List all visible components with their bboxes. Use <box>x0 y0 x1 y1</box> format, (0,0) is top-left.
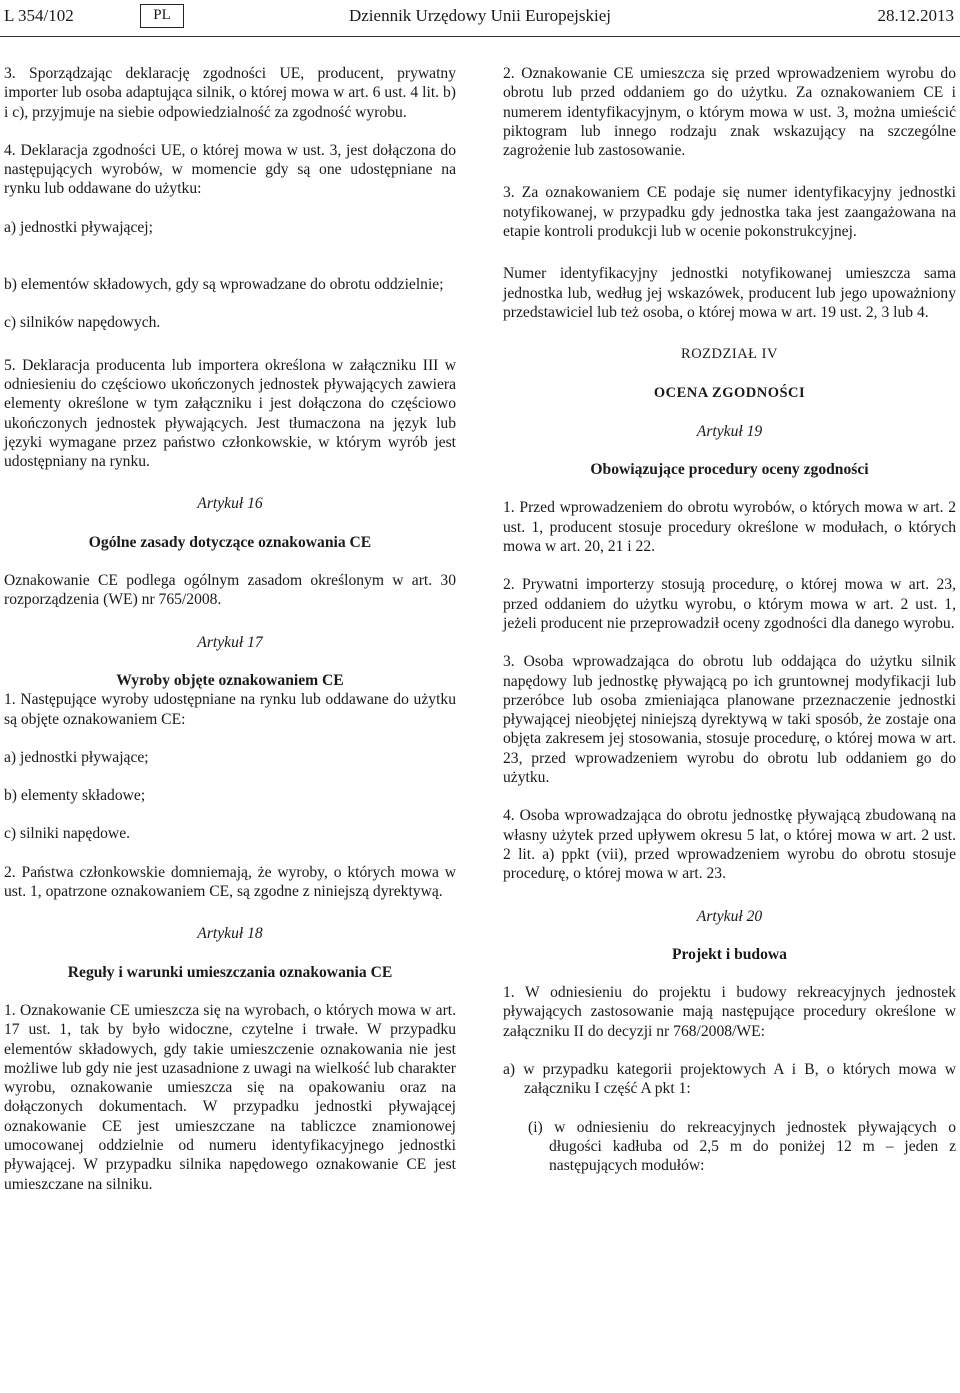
article-17-item-c: c) silniki napędowe. <box>4 825 131 843</box>
publication-date: 28.12.2013 <box>877 6 954 25</box>
article-19-title: Obowiązujące procedury oceny zgodności <box>590 461 869 479</box>
article-20-title: Projekt i budowa <box>672 945 787 963</box>
article-16-label: Artykuł 16 <box>197 495 263 513</box>
header-divider <box>0 36 960 37</box>
article-19-paragraph-1: 1. Przed wprowadzeniem do obrotu wyrobów, o których mowa w art. 2 ust. 1, producent stosuje procedury określone w modułach, o których mowa w art. 20, 21 i 22. <box>503 499 956 556</box>
list-item-4b: b) elementów składowych, gdy są wprowadzane do obrotu oddzielnie; <box>4 276 444 294</box>
article-20-item-a-i: (i) w odniesieniu do rekreacyjnych jednostek pływających o długości kadłuba od 2,5 m do poniżej 12 m – jeden z następujących modułów: <box>528 1118 956 1175</box>
article-19-paragraph-4: 4. Osoba wprowadzająca do obrotu jednostkę pływającą zbudowaną na własny użytek przed upływem okresu 5 lat, o której mowa w art. 2 ust. 2 lit. a) ppkt (vii), przed wprowadzeniem wyrobu do obrotu stosuje procedurę, o której mowa w art. 23. <box>503 807 956 883</box>
article-17-item-b: b) elementy składowe; <box>4 787 146 805</box>
article-17-item-a: a) jednostki pływające; <box>4 748 149 766</box>
paragraph-3-right: 3. Za oznakowaniem CE podaje się numer identyfikacyjny jednostki notyfikowanej, w przypadku gdy jednostka taka jest zaangażowana na etapie kontroli produkcji lub w ocenie pokonstrukcyjnej. <box>503 184 956 241</box>
chapter-title: OCENA ZGODNOŚCI <box>653 384 806 401</box>
article-17-paragraph-2: 2. Państwa członkowskie domniemają, że wyroby, o których mowa w ust. 1, opatrzone oznakowaniem CE, są zgodne z niniejszą dyrektywą. <box>4 863 456 901</box>
paragraph-3-continued: Numer identyfikacyjny jednostki notyfikowanej umieszcza sama jednostka lub, według jej wskazówek, producent lub jego upoważniony przedstawiciel lub też osoba, o której mowa w art. 19 ust. 2, 3 lub 4. <box>503 265 956 321</box>
article-17-paragraph-1: 1. Następujące wyroby udostępniane na rynku lub oddawane do użytku są objęte oznakowaniem CE: <box>4 691 456 728</box>
article-20-label: Artykuł 20 <box>696 907 763 925</box>
article-19-paragraph-3: 3. Osoba wprowadzająca do obrotu lub oddająca do użytku silnik napędowy lub jednostkę pływającą po ich gruntownej modyfikacji lub przeróbce lub osoba zmieniająca planowane przeznaczenie jednostki pływającej nieobjętej niniejszą dyrektywą w taki sposób, że zostaje ona objęta zakresem jej stosowania, stosuje procedurę, o której mowa w art. 23, przed wprowadzeniem wyrobu do obrotu lub oddaniem go do użytku. <box>503 653 956 787</box>
paragraph-5: 5. Deklaracja producenta lub importera określona w załączniku III w odniesieniu do częściowo ukończonych jednostek pływających zawiera elementy określone w tym załączniku i jest dołączona do częściowo ukończonych jednostek pływających. Jest tłumaczona na język lub języki wymagane przez państwo członkowskie, w którym wyrób jest udostępniany na rynku. <box>4 356 456 471</box>
article-16-text: Oznakowanie CE podlega ogólnym zasadom określonym w art. 30 rozporządzenia (WE) nr 765/2008. <box>4 572 456 609</box>
article-17-title: Wyroby objęte oznakowaniem CE <box>116 671 344 689</box>
article-18-label: Artykuł 18 <box>197 925 263 943</box>
article-20-paragraph-1: 1. W odniesieniu do projektu i budowy rekreacyjnych jednostek pływających zastosowanie mają następujące procedury określone w załączniku II do decyzji nr 768/2008/WE: <box>503 984 956 1040</box>
paragraph-4: 4. Deklaracja zgodności UE, o której mowa w ust. 3, jest dołączona do następujących wyrobów, w momencie gdy są one udostępniane na rynku lub oddawane do użytku: <box>4 141 456 198</box>
left-column <box>4 64 456 1194</box>
article-17-label: Artykuł 17 <box>197 633 263 651</box>
article-19-paragraph-2: 2. Prywatni importerzy stosują procedurę, o której mowa w art. 23, przed oddaniem do użytku wyrobu, o którym mowa w art. 2 ust. 1, jeżeli producent nie przeprowadził oceny zgodności dla danego wyrobu. <box>503 576 956 632</box>
paragraph-3: 3. Sporządzając deklarację zgodności UE, producent, prywatny importer lub osoba adaptująca silnik, o której mowa w art. 6 ust. 4 lit. b) i c), przyjmuje na siebie odpowiedzialność za zgodność wyrobu. <box>4 65 456 121</box>
right-column <box>503 64 956 1175</box>
list-item-4a: a) jednostki pływającej; <box>4 218 153 236</box>
article-19-label: Artykuł 19 <box>696 422 763 440</box>
list-item-4c: c) silników napędowych. <box>4 314 161 332</box>
article-16-title: Ogólne zasady dotyczące oznakowania CE <box>88 533 372 551</box>
chapter-label: ROZDZIAŁ IV <box>681 346 778 363</box>
journal-header <box>0 0 960 32</box>
page-reference: L 354/102 <box>4 6 74 25</box>
journal-title: Dziennik Urzędowy Unii Europejskiej <box>348 6 611 25</box>
article-18-title: Reguły i warunki umieszczania oznakowania CE <box>67 963 393 981</box>
language-badge: PL <box>140 4 184 28</box>
paragraph-2: 2. Oznakowanie CE umieszcza się przed wprowadzeniem wyrobu do obrotu lub przed oddaniem go do użytku. Za oznakowaniem CE i numerem identyfikacyjnym, o którym mowa w ust. 3, można umieścić piktogram lub innego rodzaju znak wskazujący na szczególne zagrożenie lub zastosowanie. <box>503 65 956 160</box>
article-20-item-a: a) w przypadku kategorii projektowych A i B, o których mowa w załączniku I część A pkt 1: <box>503 1060 956 1098</box>
article-18-paragraph-1: 1. Oznakowanie CE umieszcza się na wyrobach, o których mowa w art. 17 ust. 1, tak by było widoczne, czytelne i trwałe. W przypadku elementów składowych, gdy takie umieszczenie oznakowania nie jest możliwe lub gdy nie jest uzasadnione z uwagi na wielkość lub charakter wyrobu, oznakowanie umieszcza się na opakowaniu oraz na dołączonych dokumentach. W przypadku jednostki pływającej oznakowanie CE jest umieszczane na tabliczce znamionowej umocowanej oddzielnie od numeru identyfikacyjnego jednostki pływającej. W przypadku silnika napędowego oznakowanie CE jest umieszczane na silniku. <box>4 1001 456 1193</box>
